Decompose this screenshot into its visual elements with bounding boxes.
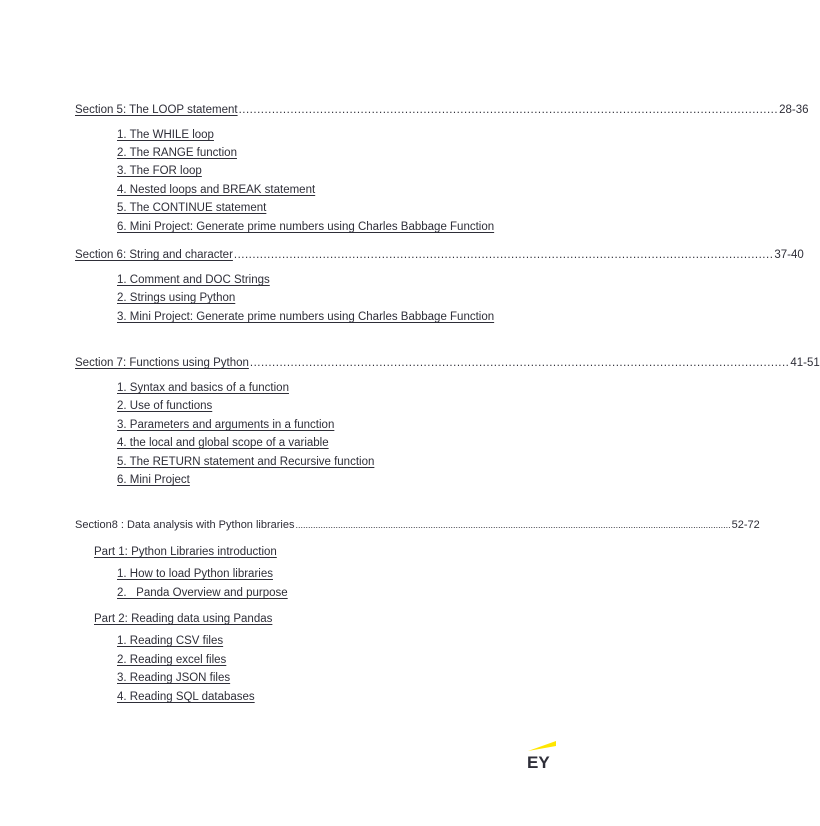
dot-leader: .................................................................................................................................................. xyxy=(238,104,779,116)
toc-item[interactable]: 1. Comment and DOC Strings xyxy=(117,274,270,286)
toc-item[interactable]: 1. Reading CSV files xyxy=(117,635,224,647)
ey-logo xyxy=(524,740,560,770)
toc-part-title[interactable]: Part 1: Python Libraries introduction xyxy=(94,546,277,558)
section-title[interactable]: Section 5: The LOOP statement xyxy=(75,104,238,116)
logo-text: EY xyxy=(527,753,550,772)
toc-item[interactable]: 3. Mini Project: Generate prime numbers using Charles Babbage Function xyxy=(117,311,495,323)
toc-item[interactable]: 1. Syntax and basics of a function xyxy=(117,382,289,394)
logo-accent-beam xyxy=(528,741,556,751)
toc-item[interactable]: 4. the local and global scope of a variable xyxy=(117,437,329,449)
dot-leader: .................................................................................................................................................. xyxy=(249,357,790,369)
page-range: 41-51 xyxy=(790,357,820,369)
toc-entry-section-5[interactable] xyxy=(75,103,809,118)
toc-item[interactable]: 1. How to load Python libraries xyxy=(117,568,273,580)
toc-item[interactable]: 4. Reading SQL databases xyxy=(117,691,255,703)
page-range: 28-36 xyxy=(779,104,809,116)
section-title[interactable]: Section8 : Data analysis with Python libraries xyxy=(75,519,295,531)
toc-item[interactable]: 2. Reading excel files xyxy=(117,654,227,666)
toc-item[interactable]: 2. Strings using Python xyxy=(117,292,236,304)
toc-item[interactable]: 2. The RANGE function xyxy=(117,147,237,159)
section-title[interactable]: Section 6: String and character xyxy=(75,249,233,261)
dot-leader: .............................................................................................................................................................................. xyxy=(295,520,731,530)
toc-item[interactable]: 4. Nested loops and BREAK statement xyxy=(117,184,316,196)
toc-item[interactable]: 6. Mini Project: Generate prime numbers using Charles Babbage Function xyxy=(117,221,495,233)
toc-item[interactable]: 3. The FOR loop xyxy=(117,165,202,177)
toc-item[interactable]: 1. The WHILE loop xyxy=(117,129,214,141)
toc-item[interactable]: 3. Reading JSON files xyxy=(117,672,231,684)
toc-part-title[interactable]: Part 2: Reading data using Pandas xyxy=(94,613,273,625)
dot-leader: .................................................................................................................................................. xyxy=(233,249,774,261)
toc-item[interactable]: 5. The CONTINUE statement xyxy=(117,202,267,214)
toc-entry-section-8[interactable] xyxy=(75,518,760,533)
toc-item[interactable]: 5. The RETURN statement and Recursive function xyxy=(117,456,375,468)
toc-item[interactable]: 2. Use of functions xyxy=(117,400,213,412)
toc-item[interactable]: 2. Panda Overview and purpose xyxy=(117,587,288,599)
page-range: 37-40 xyxy=(774,249,804,261)
toc-item[interactable]: 3. Parameters and arguments in a function xyxy=(117,419,335,431)
page-range: 52-72 xyxy=(731,519,760,531)
toc-entry-section-6[interactable] xyxy=(75,248,804,263)
toc-entry-section-7[interactable] xyxy=(75,356,820,371)
section-title[interactable]: Section 7: Functions using Python xyxy=(75,357,249,369)
toc-item[interactable]: 6. Mini Project xyxy=(117,474,190,486)
